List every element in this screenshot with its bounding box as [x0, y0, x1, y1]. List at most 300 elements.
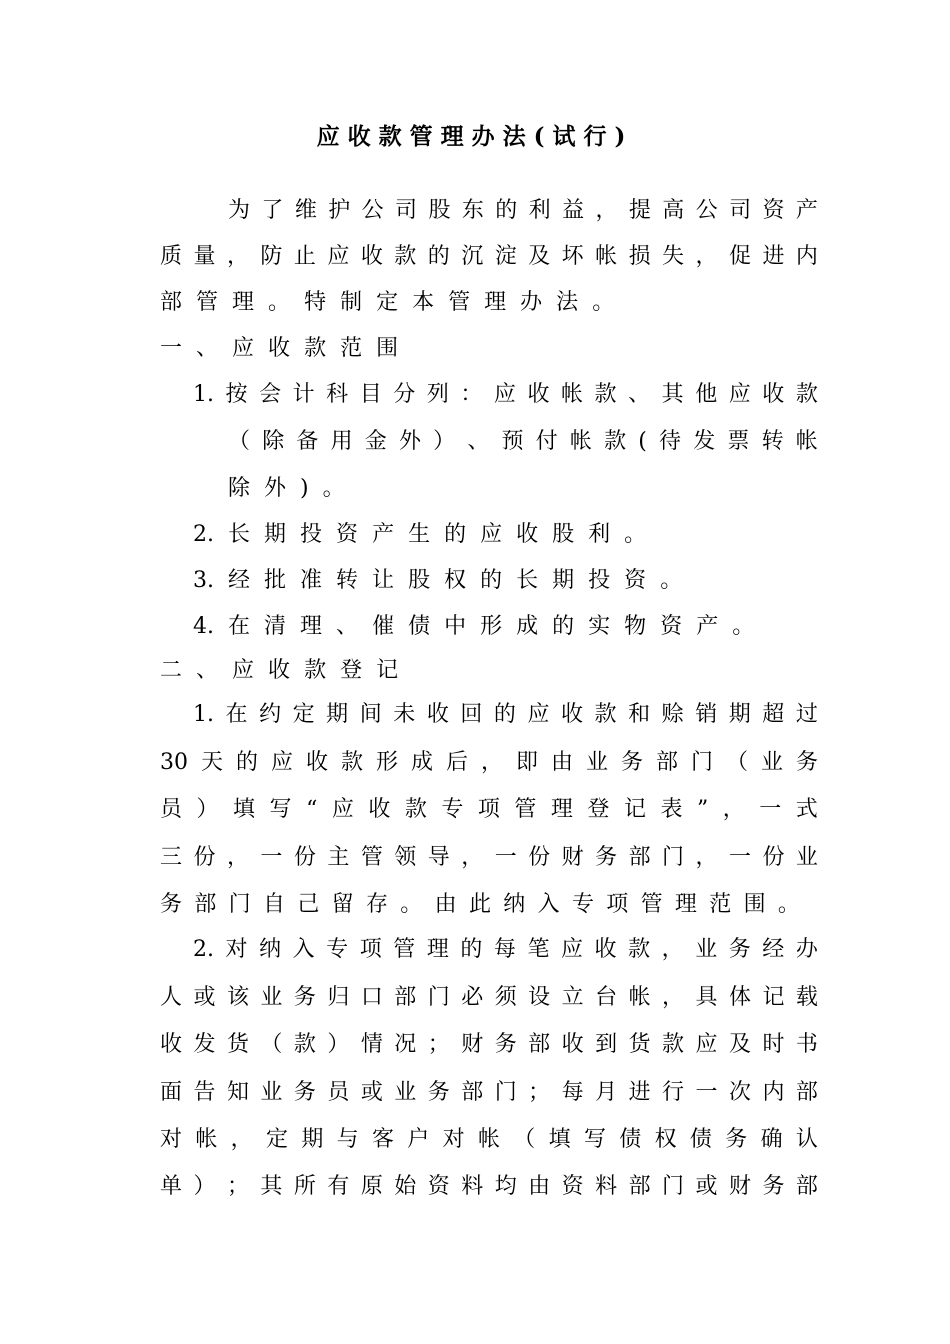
- glyph: 管: [640, 892, 663, 917]
- glyph: 应: [561, 937, 584, 962]
- glyph: 定: [292, 702, 315, 727]
- glyph: 长: [228, 522, 251, 547]
- glyph: 收: [516, 522, 539, 547]
- glyph: 部: [528, 1032, 551, 1057]
- glyph: 料: [595, 1174, 618, 1199]
- glyph: 记: [376, 658, 399, 683]
- glyph: 会: [259, 382, 282, 407]
- glyph: 书: [795, 1032, 818, 1057]
- glyph: 其: [661, 382, 684, 407]
- glyph: 收: [160, 1032, 183, 1057]
- glyph: 笔: [527, 937, 550, 962]
- glyph: （: [725, 750, 748, 775]
- glyph: 在: [228, 614, 251, 639]
- glyph: 生: [408, 522, 431, 547]
- glyph: 款: [594, 382, 617, 407]
- glyph: 。: [268, 290, 291, 315]
- glyph: 款: [304, 336, 327, 361]
- glyph: 预: [501, 429, 524, 454]
- glyph: 和: [628, 702, 651, 727]
- glyph: 维: [294, 198, 317, 223]
- glyph: 三: [160, 845, 183, 870]
- body-line: [160, 1172, 818, 1202]
- glyph: ）: [193, 1174, 216, 1199]
- body-line: [160, 843, 818, 873]
- glyph: 务: [293, 985, 316, 1010]
- glyph: 。: [777, 892, 800, 917]
- glyph: 部: [194, 892, 217, 917]
- glyph: 转: [761, 429, 784, 454]
- glyph: 必: [461, 985, 484, 1010]
- glyph: 管: [514, 797, 537, 822]
- glyph: 纳: [259, 937, 282, 962]
- glyph: 设: [528, 985, 551, 1010]
- glyph: ，: [662, 985, 685, 1010]
- glyph: 权: [654, 1127, 677, 1152]
- glyph: 写: [269, 797, 292, 822]
- body-line: [160, 983, 818, 1013]
- glyph: ，: [722, 797, 745, 822]
- glyph: 定: [376, 290, 399, 315]
- glyph: 货: [226, 1032, 249, 1057]
- glyph: 进: [628, 1080, 651, 1105]
- glyph: 部: [628, 845, 651, 870]
- glyph: 公: [361, 198, 384, 223]
- glyph: （: [513, 1127, 536, 1152]
- glyph: 付: [535, 429, 558, 454]
- glyph: 存: [365, 892, 388, 917]
- glyph: 计: [292, 382, 315, 407]
- body-line: [160, 242, 818, 272]
- glyph: 项: [359, 937, 382, 962]
- glyph: ：: [460, 382, 483, 407]
- glyph: 时: [762, 1032, 785, 1057]
- glyph: 债: [619, 1127, 642, 1152]
- glyph: ，: [661, 937, 684, 962]
- glyph: ，: [226, 845, 249, 870]
- glyph: 外: [264, 476, 287, 501]
- glyph: 务: [494, 1032, 517, 1057]
- glyph: 定: [265, 1127, 288, 1152]
- glyph: 务: [293, 1080, 316, 1105]
- glyph: 主: [327, 845, 350, 870]
- glyph: 认: [795, 1127, 818, 1152]
- glyph: 款: [304, 658, 327, 683]
- glyph: 二: [160, 658, 183, 683]
- glyph: 过: [795, 702, 818, 727]
- glyph: 到: [595, 1032, 618, 1057]
- glyph: 淀: [494, 244, 517, 269]
- glyph: 用: [330, 429, 353, 454]
- glyph: 债: [408, 614, 431, 639]
- glyph: 收: [360, 244, 383, 269]
- glyph: 内: [795, 244, 818, 269]
- glyph: 部: [461, 1080, 484, 1105]
- glyph: 发: [693, 429, 716, 454]
- glyph: 份: [528, 845, 551, 870]
- body-line: [160, 1125, 818, 1155]
- glyph: 金: [364, 429, 387, 454]
- glyph: 份: [293, 845, 316, 870]
- glyph: 失: [662, 244, 685, 269]
- glyph: 的: [427, 244, 450, 269]
- glyph: 款: [662, 1032, 685, 1057]
- glyph: 货: [628, 1032, 651, 1057]
- glyph: 收: [268, 336, 291, 361]
- glyph: 务: [620, 750, 643, 775]
- glyph: 份: [193, 845, 216, 870]
- glyph: 期: [301, 1127, 324, 1152]
- section-heading: [160, 656, 400, 686]
- glyph: 东: [461, 198, 484, 223]
- list-item-continuation: [228, 474, 348, 504]
- glyph: 的: [444, 522, 467, 547]
- glyph: 收: [368, 797, 391, 822]
- glyph: 门: [662, 1174, 685, 1199]
- glyph: 财: [561, 845, 584, 870]
- glyph: 围: [743, 892, 766, 917]
- glyph: 权: [444, 568, 467, 593]
- glyph: 部: [655, 750, 678, 775]
- glyph: 30: [160, 750, 188, 775]
- glyph: 了: [261, 198, 284, 223]
- glyph: 量: [193, 244, 216, 269]
- glyph: 理: [484, 290, 507, 315]
- glyph: 债: [689, 1127, 712, 1152]
- glyph: 立: [561, 985, 584, 1010]
- body-line: [160, 795, 818, 825]
- glyph: 均: [494, 1174, 517, 1199]
- glyph: 2.: [193, 937, 214, 962]
- body-line: [228, 196, 818, 226]
- glyph: 间: [359, 702, 382, 727]
- glyph: 、: [628, 382, 651, 407]
- glyph: 该: [226, 985, 249, 1010]
- glyph: 应: [527, 702, 550, 727]
- glyph: 填: [233, 797, 256, 822]
- glyph: ）: [433, 429, 456, 454]
- glyph: 形: [480, 614, 503, 639]
- glyph: 一: [695, 1080, 718, 1105]
- glyph: 户: [407, 1127, 430, 1152]
- glyph: 除: [228, 476, 251, 501]
- glyph: ，: [595, 198, 618, 223]
- glyph: 司: [395, 198, 418, 223]
- glyph: 台: [595, 985, 618, 1010]
- body-line: [160, 748, 818, 778]
- glyph: 3.: [193, 568, 214, 593]
- glyph: 导: [427, 845, 450, 870]
- list-item: [193, 520, 647, 550]
- glyph: 帐: [477, 1127, 500, 1152]
- glyph: ): [300, 476, 309, 501]
- glyph: 登: [340, 658, 363, 683]
- glyph: 备: [296, 429, 319, 454]
- glyph: 制: [340, 290, 363, 315]
- glyph: 领: [394, 845, 417, 870]
- glyph: 范: [340, 336, 363, 361]
- glyph: 内: [762, 1080, 785, 1105]
- glyph: 业: [695, 937, 718, 962]
- glyph: 超: [762, 702, 785, 727]
- glyph: 填: [548, 1127, 571, 1152]
- glyph: 应: [728, 382, 751, 407]
- glyph: 股: [552, 522, 575, 547]
- glyph: 有: [327, 1174, 350, 1199]
- glyph: 按: [225, 382, 248, 407]
- glyph: 票: [727, 429, 750, 454]
- glyph: 一: [260, 845, 283, 870]
- list-item: [193, 935, 818, 965]
- glyph: 质: [160, 244, 183, 269]
- glyph: 止: [293, 244, 316, 269]
- glyph: 约: [259, 702, 282, 727]
- glyph: ）: [196, 797, 219, 822]
- glyph: 始: [394, 1174, 417, 1199]
- glyph: （: [228, 429, 251, 454]
- glyph: 帐: [569, 429, 592, 454]
- glyph: 目: [359, 382, 382, 407]
- glyph: 、: [467, 429, 490, 454]
- glyph: 记: [762, 985, 785, 1010]
- glyph: 每: [493, 937, 516, 962]
- glyph: ，: [230, 1127, 253, 1152]
- glyph: 每: [561, 1080, 584, 1105]
- glyph: 收: [762, 382, 785, 407]
- glyph: 对: [160, 1127, 183, 1152]
- glyph: 资: [762, 198, 785, 223]
- glyph: 产: [372, 522, 395, 547]
- glyph: 管: [360, 845, 383, 870]
- glyph: 提: [628, 198, 651, 223]
- glyph: 原: [360, 1174, 383, 1199]
- glyph: 特: [304, 290, 327, 315]
- glyph: 即: [515, 750, 538, 775]
- glyph: 一: [759, 797, 782, 822]
- glyph: 留: [331, 892, 354, 917]
- glyph: 及: [728, 1032, 751, 1057]
- glyph: 帐: [628, 985, 651, 1010]
- glyph: 专: [441, 797, 464, 822]
- glyph: 门: [662, 845, 685, 870]
- glyph: 款: [404, 797, 427, 822]
- glyph: 、: [196, 658, 219, 683]
- glyph: 应: [232, 658, 255, 683]
- glyph: 帐: [795, 429, 818, 454]
- glyph: 一: [728, 845, 751, 870]
- glyph: 期: [326, 702, 349, 727]
- glyph: 经: [762, 937, 785, 962]
- glyph: 客: [371, 1127, 394, 1152]
- glyph: 待: [659, 429, 682, 454]
- glyph: ，: [226, 244, 249, 269]
- glyph: 收: [305, 750, 328, 775]
- glyph: 门: [494, 1080, 517, 1105]
- glyph: 或: [360, 1080, 383, 1105]
- glyph: 门: [427, 985, 450, 1010]
- glyph: 式: [795, 797, 818, 822]
- glyph: 归: [327, 985, 350, 1010]
- glyph: 投: [588, 568, 611, 593]
- body-line: [160, 1078, 818, 1108]
- glyph: 项: [477, 797, 500, 822]
- glyph: 或: [695, 1174, 718, 1199]
- glyph: 损: [628, 244, 651, 269]
- glyph: 部: [795, 1080, 818, 1105]
- glyph: 应: [695, 1032, 718, 1057]
- glyph: 料: [461, 1174, 484, 1199]
- glyph: 理: [674, 892, 697, 917]
- glyph: 、: [196, 336, 219, 361]
- glyph: 门: [690, 750, 713, 775]
- glyph: 的: [480, 568, 503, 593]
- glyph: 专: [326, 937, 349, 962]
- glyph: ；: [226, 1174, 249, 1199]
- glyph: ，: [480, 750, 503, 775]
- glyph: 高: [662, 198, 685, 223]
- glyph: 知: [226, 1080, 249, 1105]
- glyph: 护: [328, 198, 351, 223]
- glyph: 列: [426, 382, 449, 407]
- glyph: 理: [232, 290, 255, 315]
- glyph: 部: [160, 290, 183, 315]
- document-title: 应收款管理办法(试行): [316, 123, 634, 150]
- glyph: 入: [292, 937, 315, 962]
- glyph: 记: [623, 797, 646, 822]
- glyph: 理: [300, 614, 323, 639]
- glyph: 法: [556, 290, 579, 315]
- glyph: 所: [293, 1174, 316, 1199]
- glyph: 准: [300, 568, 323, 593]
- glyph: 由: [528, 1174, 551, 1199]
- glyph: 写: [583, 1127, 606, 1152]
- glyph: 他: [695, 382, 718, 407]
- glyph: 登: [587, 797, 610, 822]
- glyph: 沉: [461, 244, 484, 269]
- glyph: 。: [400, 892, 423, 917]
- glyph: 帐: [195, 1127, 218, 1152]
- glyph: 载: [795, 985, 818, 1010]
- glyph: 帐: [561, 382, 584, 407]
- glyph: 此: [468, 892, 491, 917]
- glyph: ，: [695, 244, 718, 269]
- glyph: 的: [495, 198, 518, 223]
- glyph: 须: [494, 985, 517, 1010]
- glyph: 单: [160, 1174, 183, 1199]
- glyph: 业: [760, 750, 783, 775]
- glyph: 人: [160, 985, 183, 1010]
- glyph: 款: [340, 750, 363, 775]
- glyph: 投: [300, 522, 323, 547]
- list-item: [193, 566, 683, 596]
- glyph: 表: [660, 797, 683, 822]
- glyph: 办: [795, 937, 818, 962]
- glyph: 股: [428, 198, 451, 223]
- glyph: 己: [297, 892, 320, 917]
- glyph: 款: [604, 429, 627, 454]
- glyph: 专: [571, 892, 594, 917]
- glyph: 回: [460, 702, 483, 727]
- glyph: 确: [760, 1127, 783, 1152]
- glyph: 天: [200, 750, 223, 775]
- glyph: 范: [709, 892, 732, 917]
- body-line: [160, 1030, 818, 1060]
- glyph: 员: [327, 1080, 350, 1105]
- glyph: ，: [461, 845, 484, 870]
- glyph: 纳: [503, 892, 526, 917]
- glyph: 财: [728, 1174, 751, 1199]
- glyph: 对: [442, 1127, 465, 1152]
- glyph: 实: [588, 614, 611, 639]
- glyph: 催: [372, 614, 395, 639]
- glyph: 科: [326, 382, 349, 407]
- glyph: 司: [729, 198, 752, 223]
- glyph: 。: [592, 290, 615, 315]
- glyph: 围: [376, 336, 399, 361]
- glyph: 员: [160, 797, 183, 822]
- glyph: ”: [696, 797, 709, 822]
- glyph: 管: [196, 290, 219, 315]
- glyph: 销: [695, 702, 718, 727]
- glyph: 成: [410, 750, 433, 775]
- glyph: 行: [662, 1080, 685, 1105]
- glyph: 帐: [595, 244, 618, 269]
- glyph: 产: [795, 198, 818, 223]
- list-item: [193, 612, 755, 642]
- glyph: 进: [762, 244, 785, 269]
- glyph: 部: [795, 1174, 818, 1199]
- glyph: 应: [232, 336, 255, 361]
- glyph: 务: [725, 1127, 748, 1152]
- glyph: 务: [595, 845, 618, 870]
- glyph: 收: [561, 702, 584, 727]
- glyph: 或: [193, 985, 216, 1010]
- glyph: 的: [460, 937, 483, 962]
- glyph: 防: [260, 244, 283, 269]
- glyph: 期: [264, 522, 287, 547]
- glyph: 外: [398, 429, 421, 454]
- glyph: 坏: [561, 244, 584, 269]
- glyph: 资: [561, 1174, 584, 1199]
- body-line: [160, 890, 800, 920]
- glyph: 务: [795, 750, 818, 775]
- glyph: 门: [228, 892, 251, 917]
- glyph: 中: [444, 614, 467, 639]
- glyph: 面: [160, 1080, 183, 1105]
- glyph: 资: [624, 568, 647, 593]
- glyph: 月: [595, 1080, 618, 1105]
- glyph: ）: [327, 1032, 350, 1057]
- glyph: 入: [537, 892, 560, 917]
- glyph: ；: [427, 1032, 450, 1057]
- glyph: 款: [594, 702, 617, 727]
- glyph: 及: [528, 244, 551, 269]
- glyph: 应: [331, 797, 354, 822]
- glyph: 业: [260, 985, 283, 1010]
- glyph: 务: [160, 892, 183, 917]
- glyph: 。: [322, 476, 345, 501]
- glyph: 应: [493, 382, 516, 407]
- glyph: 理: [550, 797, 573, 822]
- glyph: 经: [228, 568, 251, 593]
- glyph: 管: [448, 290, 471, 315]
- glyph: 为: [228, 198, 251, 223]
- glyph: 收: [594, 937, 617, 962]
- glyph: 物: [624, 614, 647, 639]
- glyph: 款: [795, 382, 818, 407]
- glyph: （: [260, 1032, 283, 1057]
- glyph: 促: [728, 244, 751, 269]
